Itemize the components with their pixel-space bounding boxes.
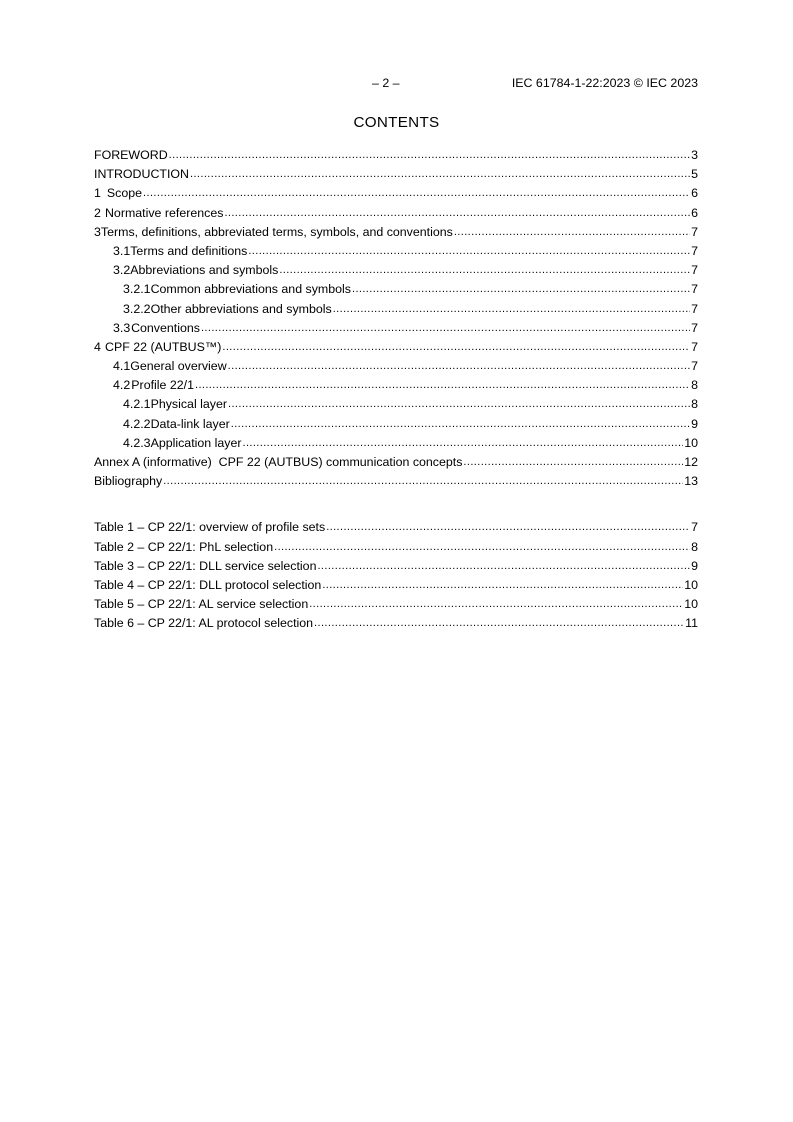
toc-entry-normative-references[interactable] [94,204,698,223]
dot-leader [190,164,690,184]
dot-leader [228,356,690,376]
toc-entry-page: 7 [691,263,698,278]
toc-entry-foreword[interactable] [94,146,698,165]
toc-entry-label: Terms and definitions [130,243,248,258]
toc-entry-label: Normative references [104,205,224,220]
dot-leader [454,222,690,242]
dot-leader [274,537,690,557]
toc-entry-label: Application layer [150,435,242,450]
toc-entry-cpf-22[interactable] [94,338,698,357]
toc-entry-number: 4.2 [113,378,131,393]
toc-entry-number: 3.2.1 [123,282,151,297]
toc-entry-label: Bibliography [94,474,163,489]
dot-leader [322,575,683,595]
dot-leader [195,375,690,395]
toc-entry-page: 7 [691,301,698,316]
page-number: – 2 – [372,76,400,90]
dot-leader [224,203,690,223]
dot-leader [201,318,690,338]
toc-entry-3-2-1[interactable] [94,280,698,299]
toc-entry-page: 3 [691,148,698,162]
toc-entry-label: FOREWORD [94,148,168,162]
toc-entry-scope[interactable] [94,184,698,203]
toc-entry-label: Profile 22/1 [131,378,194,393]
toc-entry-number: 3.2.2 [123,301,151,316]
table-list-page: 10 [684,577,698,592]
toc-entry-number: 4.1 [113,359,131,374]
toc-entry-number: 2 [94,205,101,220]
table-list-page: 9 [691,558,698,573]
toc-entry-number: 1 [94,186,101,201]
toc-entry-number: 4 [94,339,101,354]
dot-leader [317,556,690,576]
toc-entry-page: 7 [691,224,698,239]
dot-leader [231,414,690,434]
toc-entry-label: CPF 22 (AUTBUS™) [105,339,222,354]
toc-entry-4-2[interactable] [94,376,698,395]
toc-entry-number: 3.1 [113,243,131,258]
contents-title: CONTENTS [353,114,440,131]
table-list-label: Table 1 – CP 22/1: overview of profile sets [94,520,326,535]
dot-leader [333,299,690,319]
toc-entry-label: General overview [130,359,227,374]
dot-leader [326,517,690,537]
toc-entry-number: 4.2.2 [123,416,151,431]
toc-entry-page: 6 [691,186,698,201]
toc-entry-4-2-1[interactable] [94,395,698,414]
toc-entry-4-2-2[interactable] [94,415,698,434]
table-list-entry-4[interactable] [94,576,698,595]
toc-entry-page: 7 [691,320,698,335]
toc-entry-label: INTRODUCTION [94,167,189,182]
toc-entry-page: 12 [684,455,698,469]
toc-entry-label: Physical layer [150,397,227,412]
dot-leader [309,594,683,614]
toc-entry-bibliography[interactable] [94,472,698,491]
table-list-entry-6[interactable] [94,614,698,633]
dot-leader [228,394,690,414]
table-list-entry-3[interactable] [94,557,698,576]
toc-entry-page: 13 [684,474,698,489]
table-list-page: 10 [684,597,698,612]
table-list-label: Table 5 – CP 22/1: AL service selection [94,597,309,612]
toc-entry-number: 3.2 [113,263,131,278]
dot-leader [314,613,684,633]
toc-entry-page: 7 [691,359,698,374]
dot-leader [463,452,683,472]
toc-entry-terms-definitions[interactable] [94,223,698,242]
toc-entry-label: Annex A (informative) CPF 22 (AUTBUS) communication concepts [94,455,463,469]
table-list-page: 11 [685,616,698,631]
dot-leader [242,433,683,453]
table-list-entry-5[interactable] [94,595,698,614]
toc-entry-page: 8 [691,397,698,412]
toc-entry-3-2-2[interactable] [94,300,698,319]
toc-entry-label: Common abbreviations and symbols [150,282,351,297]
toc-entry-4-2-3[interactable] [94,434,698,453]
toc-entry-number: 4.2.3 [123,435,151,450]
toc-entry-3-3[interactable] [94,319,698,338]
toc-entry-introduction[interactable] [94,165,698,184]
toc-entry-number: 3 [94,224,101,239]
table-list-page: 7 [691,520,698,535]
table-list-entry-1[interactable] [94,518,698,537]
toc-entry-page: 8 [691,378,698,393]
toc-entry-number: 4.2.1 [123,397,151,412]
dot-leader [279,260,690,280]
table-list-entry-2[interactable] [94,538,698,557]
table-list-label: Table 6 – CP 22/1: AL protocol selection [94,616,314,631]
toc-entry-page: 10 [684,435,698,450]
table-list-label: Table 2 – CP 22/1: PhL selection [94,539,274,554]
toc-entry-annex-a[interactable] [94,453,698,472]
table-list-page: 8 [691,539,698,554]
dot-leader [222,337,690,357]
table-list-label: Table 4 – CP 22/1: DLL protocol selection [94,577,322,592]
document-id: IEC 61784-1-22:2023 © IEC 2023 [511,76,698,90]
toc-entry-3-1[interactable] [94,242,698,261]
toc-entry-label: Abbreviations and symbols [130,263,279,278]
toc-entry-page: 9 [691,416,698,431]
table-of-contents [94,146,698,634]
toc-entry-page: 5 [691,167,698,182]
toc-entry-3-2[interactable] [94,261,698,280]
toc-entry-page: 7 [691,339,698,354]
toc-entry-label: Conventions [131,320,200,335]
dot-leader [163,471,683,491]
dot-leader [169,145,690,165]
toc-entry-label: Scope [106,186,143,201]
toc-entry-page: 6 [691,205,698,220]
toc-entry-label: Other abbreviations and symbols [150,301,332,316]
dot-leader [352,279,690,299]
toc-entry-number: 3.3 [113,320,131,335]
dot-leader [248,241,690,261]
toc-entry-page: 7 [691,243,698,258]
toc-entry-4-1[interactable] [94,357,698,376]
toc-entry-label: Data-link layer [150,416,230,431]
table-list-label: Table 3 – CP 22/1: DLL service selection [94,558,317,573]
dot-leader [143,183,690,203]
toc-entry-label: Terms, definitions, abbreviated terms, symbols, and conventions [100,224,453,239]
toc-entry-page: 7 [691,282,698,297]
